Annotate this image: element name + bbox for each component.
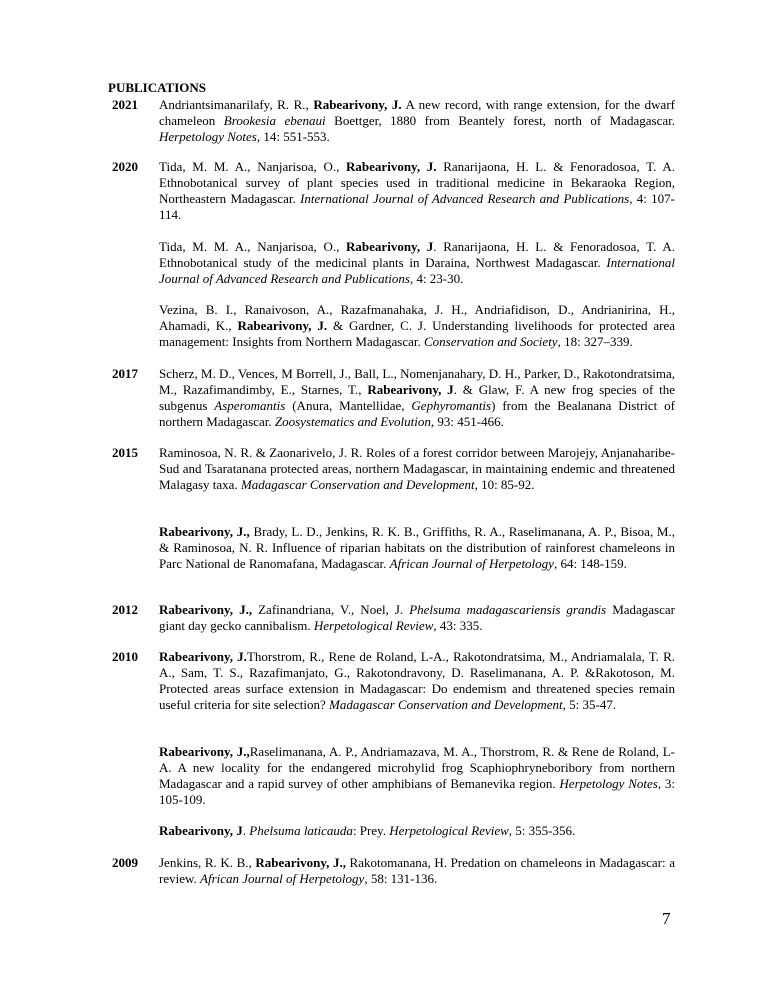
publication-entry [159,97,675,145]
author-name-bold: Rabearivony, J. [159,649,247,664]
italic-text: Brookesia ebenaui [223,113,326,128]
author-name-bold: Rabearivony, J. [313,97,402,112]
citation-text: , 10: 85-92. [474,477,535,492]
citation-text: . Ranarijaona, H. L. & Fenoradosoa, T. A. Ethnobotanical study of the medicinal plants in Daraina, Northwest Madagascar. [159,239,675,270]
citation-text: Jenkins, R. K. B., [159,855,256,870]
italic-text: Gephyromantis [411,398,492,413]
citation-text: , 5: 35-47. [562,697,617,712]
italic-text: African Journal of Herpetology [389,556,554,571]
citation-text: Raminosoa, N. R. & Zaonarivelo, J. R. Roles of a forest corridor between Marojejy, Anjanaharibe-Sud and Tsaratanana protected areas, northern Madagascar, in maintaining endemic and threatened Malagasy taxa. [159,445,675,492]
publication-entry [159,524,675,572]
citation-text: Brady, L. D., Jenkins, R. K. B., Griffiths, R. A., Raselimanana, A. P., Bisoa, M., & Raminosoa, N. R. Influence of riparian habitats on the distribution of rainforest chameleons in Parc National de Ranomafana, Madagascar. [159,524,675,571]
publication-entry [159,744,675,808]
publication-entry [159,239,675,287]
author-name-bold: Rabearivony, J., [159,602,253,617]
citation-text: . & Glaw, F. A new frog species of the subgenus [159,382,675,413]
citation-text: Rakotomanana, H. Predation on chameleons in Madagascar: a review. [159,855,675,886]
citation-text: A new record, with range extension, for the dwarf chameleon [159,97,675,128]
italic-text: Asperomantis [214,398,286,413]
citation-text: , 3: 105-109. [159,776,676,807]
citation-text: Thorstrom, R., Rene de Roland, L-A., Rakotondratsima, M., Andriamalala, T. R. A., Sam, T. S., Razafimanjato, G., Rakotondravony, D. Raselimanana, A. P. &Rakotoson, M. Protected areas surface extension in Madagascar: Do endemism and threatened species remain useful criteria for site selection? [159,649,675,712]
author-name-bold: Rabearivony, J., [159,744,250,759]
citation-text: Boettger, 1880 from Beantely forest, north of Madagascar. [325,113,675,128]
author-name-bold: Rabearivony, J [346,239,434,254]
citation-text: , 93: 451-466. [430,414,504,429]
author-name-bold: Rabearivony, J. [237,318,328,333]
italic-text: Herpetological Review [389,823,509,838]
year-label: 2017 [112,366,138,381]
page-number: 7 [662,909,671,928]
author-name-bold: Rabearivony, J. [346,159,437,174]
italic-text: Phelsuma madagascariensis grandis [409,602,607,617]
italic-text: Herpetological Review [313,618,434,633]
year-label: 2020 [112,159,138,174]
citation-text: & Gardner, C. J. Understanding livelihoods for protected area management: Insights from Northern Madagascar. [159,318,675,349]
publication-entry [159,649,675,713]
citation-text: Tida, M. M. A., Nanjarisoa, O., [159,159,347,174]
italic-text: Herpetology Notes [159,129,257,144]
italic-text: International Journal of Advanced Research and Publications [159,255,675,286]
citation-text: , 64: 148-159. [553,556,627,571]
italic-text: African Journal of Herpetology [200,871,365,886]
publication-entry [159,159,675,223]
publication-entry [159,445,675,493]
citation-text: Andriantsimanarilafy, R. R., [159,97,314,112]
citation-text: . [242,823,250,838]
citation-text: Vezina, B. I., Ranaivoson, A., Razafmanahaka, J. H., Andriafidison, D., Andrianirina, H., Ahamadi, K., [159,302,675,333]
citation-text: , 4: 107-114. [159,191,675,222]
citation-text: , 58: 131-136. [364,871,438,886]
italic-text: Madagascar Conservation and Development [329,697,563,712]
citation-text: Tida, M. M. A., Nanjarisoa, O., [159,239,347,254]
italic-text: International Journal of Advanced Research and Publications [300,191,630,206]
citation-text: , 4: 23-30. [409,271,464,286]
citation-text: ) from the Bealanana District of northern Madagascar. [159,398,676,429]
citation-text: (Anura, Mantellidae, [285,398,412,413]
citation-text: , 18: 327–339. [557,334,633,349]
author-name-bold: Rabearivony, J., [159,524,250,539]
citation-text: Madagascar giant day gecko cannibalism. [159,602,675,633]
citation-text: , 43: 335. [433,618,483,633]
year-label: 2015 [112,445,138,460]
year-label: 2021 [112,97,138,112]
italic-text: Zoosystematics and Evolution [274,414,431,429]
author-name-bold: Rabearivony, J [367,382,454,397]
year-label: 2010 [112,649,138,664]
year-label: 2012 [112,602,138,617]
publications-heading: PUBLICATIONS [108,80,207,95]
publication-entry [159,602,675,634]
citation-text: , 5: 355-356. [508,823,576,838]
citation-text: Ranarijaona, H. L. & Fenoradosoa, T. A. Ethnobotanical survey of plant species used in traditional medicine in Bekaraoka Region, Northeastern Madagascar. [159,159,675,206]
italic-text: Conservation and Society [423,334,558,349]
citation-text: : Prey. [352,823,390,838]
citation-text: Raselimanana, A. P., Andriamazava, M. A., Thorstrom, R. & Rene de Roland, L-A. A new locality for the endangered microhylid frog Scaphiophryneboribory from northern Madagascar and a rapid survey of other amphibians of Bemanevika region. [159,744,675,791]
citation-text: Zafinandriana, V., Noel, J. [252,602,410,617]
publication-entry [159,366,675,430]
italic-text: Herpetology Notes [559,776,658,791]
italic-text: Phelsuma laticauda [249,823,353,838]
year-label: 2009 [112,855,138,870]
publication-entry [159,823,675,839]
author-name-bold: Rabearivony, J [159,823,243,838]
citation-text: , 14: 551-553. [256,129,330,144]
publication-entry [159,855,675,887]
author-name-bold: Rabearivony, J., [255,855,346,870]
publication-entry [159,302,675,350]
italic-text: Madagascar Conservation and Development [240,477,475,492]
citation-text: Scherz, M. D., Vences, M Borrell, J., Ball, L., Nomenjanahary, D. H., Parker, D., Rakotondratsima, M., Razafimandimby, E., Starnes, T., [159,366,675,397]
